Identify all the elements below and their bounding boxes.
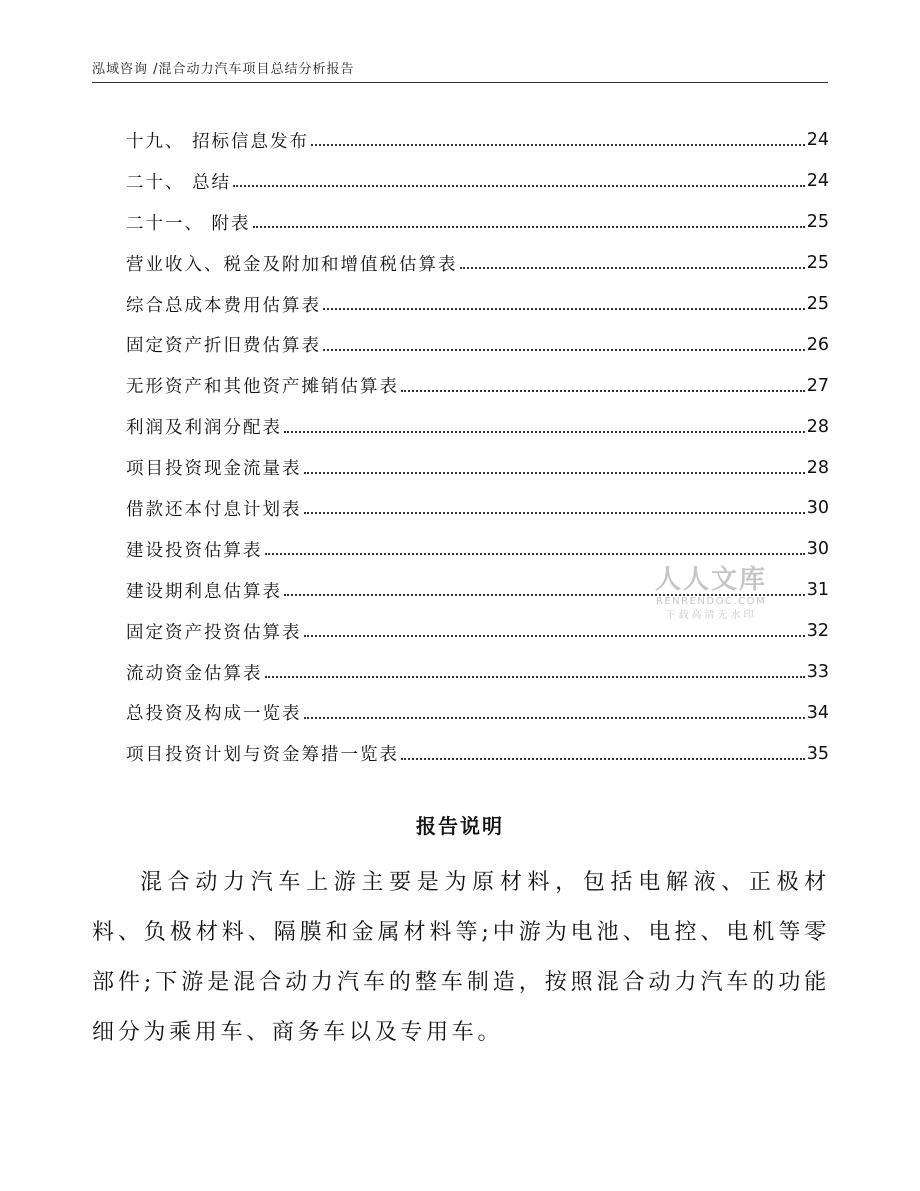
toc-entry-label: 营业收入、税金及附加和增值税估算表 [126,254,458,275]
toc-entry[interactable] [126,243,829,284]
toc-leader-dots [304,454,805,474]
toc-entry[interactable] [126,406,829,447]
toc-entry-page: 30 [806,498,829,519]
toc-entry-page: 26 [806,334,829,355]
page-header [92,58,828,80]
toc-entry-page: 35 [806,743,829,764]
toc-leader-dots [253,208,805,228]
toc-leader-dots [265,535,805,555]
toc-leader-dots [304,494,805,514]
toc-entry-page: 27 [806,375,829,396]
toc-entry[interactable] [126,284,829,325]
toc-entry-label: 项目投资现金流量表 [126,459,302,480]
toc-entry-label: 项目投资计划与资金筹措一览表 [126,745,399,766]
toc-entry-page: 28 [806,457,829,478]
toc-entry[interactable] [126,365,829,406]
toc-entry-label: 二十、 总结 [126,172,232,193]
toc-entry-page: 24 [806,171,829,192]
toc-leader-dots [323,290,805,310]
toc-entry-page: 28 [806,416,829,437]
toc-entry-page: 33 [806,662,829,683]
toc-entry-page: 25 [806,294,829,314]
toc-leader-dots [233,167,805,187]
toc-entry-label: 建设投资估算表 [126,540,263,561]
toc-entry[interactable] [126,652,829,693]
watermark-logo: 人人文库 [654,565,767,595]
toc-entry-page: 24 [806,130,829,151]
toc-entry-page: 32 [806,621,829,642]
toc-entry-page: 31 [806,580,829,601]
toc-entry[interactable] [126,570,829,611]
toc-entry-label: 总投资及构成一览表 [126,704,302,725]
toc-leader-dots [284,576,805,596]
section-title: 报告说明 [416,814,504,838]
toc-entry-page: 25 [806,212,829,233]
toc-entry-page: 30 [806,539,829,560]
toc-entry[interactable] [126,733,829,774]
header-title: 泓域咨询 /混合动力汽车项目总结分析报告 [92,62,355,77]
toc-entry-page: 25 [806,253,829,274]
toc-entry-label: 利润及利润分配表 [126,418,282,439]
watermark-domain: RENRENDOC.COM [655,596,767,607]
report-paragraph: 混合动力汽车上游主要是为原材料，包括电解液、正极材料、负极材料、隔膜和金属材料等;中游为电池、电控、电机等零部件;下游是混合动力汽车的整车制造，按照混合动力汽车的功能细分为乘用车、商务车以及专用车。 [92,870,830,1045]
toc-leader-dots [401,372,805,392]
header-divider [92,82,828,83]
toc-entry-label: 综合总成本费用估算表 [126,295,321,316]
toc-entry-label: 固定资产折旧费估算表 [126,336,321,357]
toc-leader-dots [323,331,805,351]
toc-leader-dots [311,126,805,146]
toc-entry-page: 34 [806,702,829,723]
toc-entry-label: 二十一、 附表 [126,213,251,234]
toc-entry[interactable] [126,202,829,243]
toc-entry-label: 建设期利息估算表 [126,581,282,602]
toc-leader-dots [304,617,805,637]
watermark-subtitle: 下载高清无水印 [665,610,757,621]
toc-entry[interactable] [126,324,829,365]
toc-entry-label: 固定资产投资估算表 [126,622,302,643]
toc-entry[interactable] [126,692,829,733]
toc-leader-dots [265,658,805,678]
toc-entry-label: 无形资产和其他资产摊销估算表 [126,377,399,398]
toc-entry-label: 流动资金估算表 [126,663,263,684]
toc-entry[interactable] [126,447,829,488]
toc-leader-dots [304,699,805,719]
toc-entry[interactable] [126,161,829,202]
toc-entry-label: 十九、 招标信息发布 [126,131,310,152]
toc-leader-dots [460,249,805,269]
toc-entry[interactable] [126,529,829,570]
toc-entry[interactable] [126,120,829,161]
toc-leader-dots [401,740,805,760]
toc-entry[interactable] [126,488,829,529]
toc-entry-label: 借款还本付息计划表 [126,499,302,520]
table-of-contents [126,120,829,774]
toc-entry[interactable] [126,611,829,652]
toc-leader-dots [284,413,805,433]
